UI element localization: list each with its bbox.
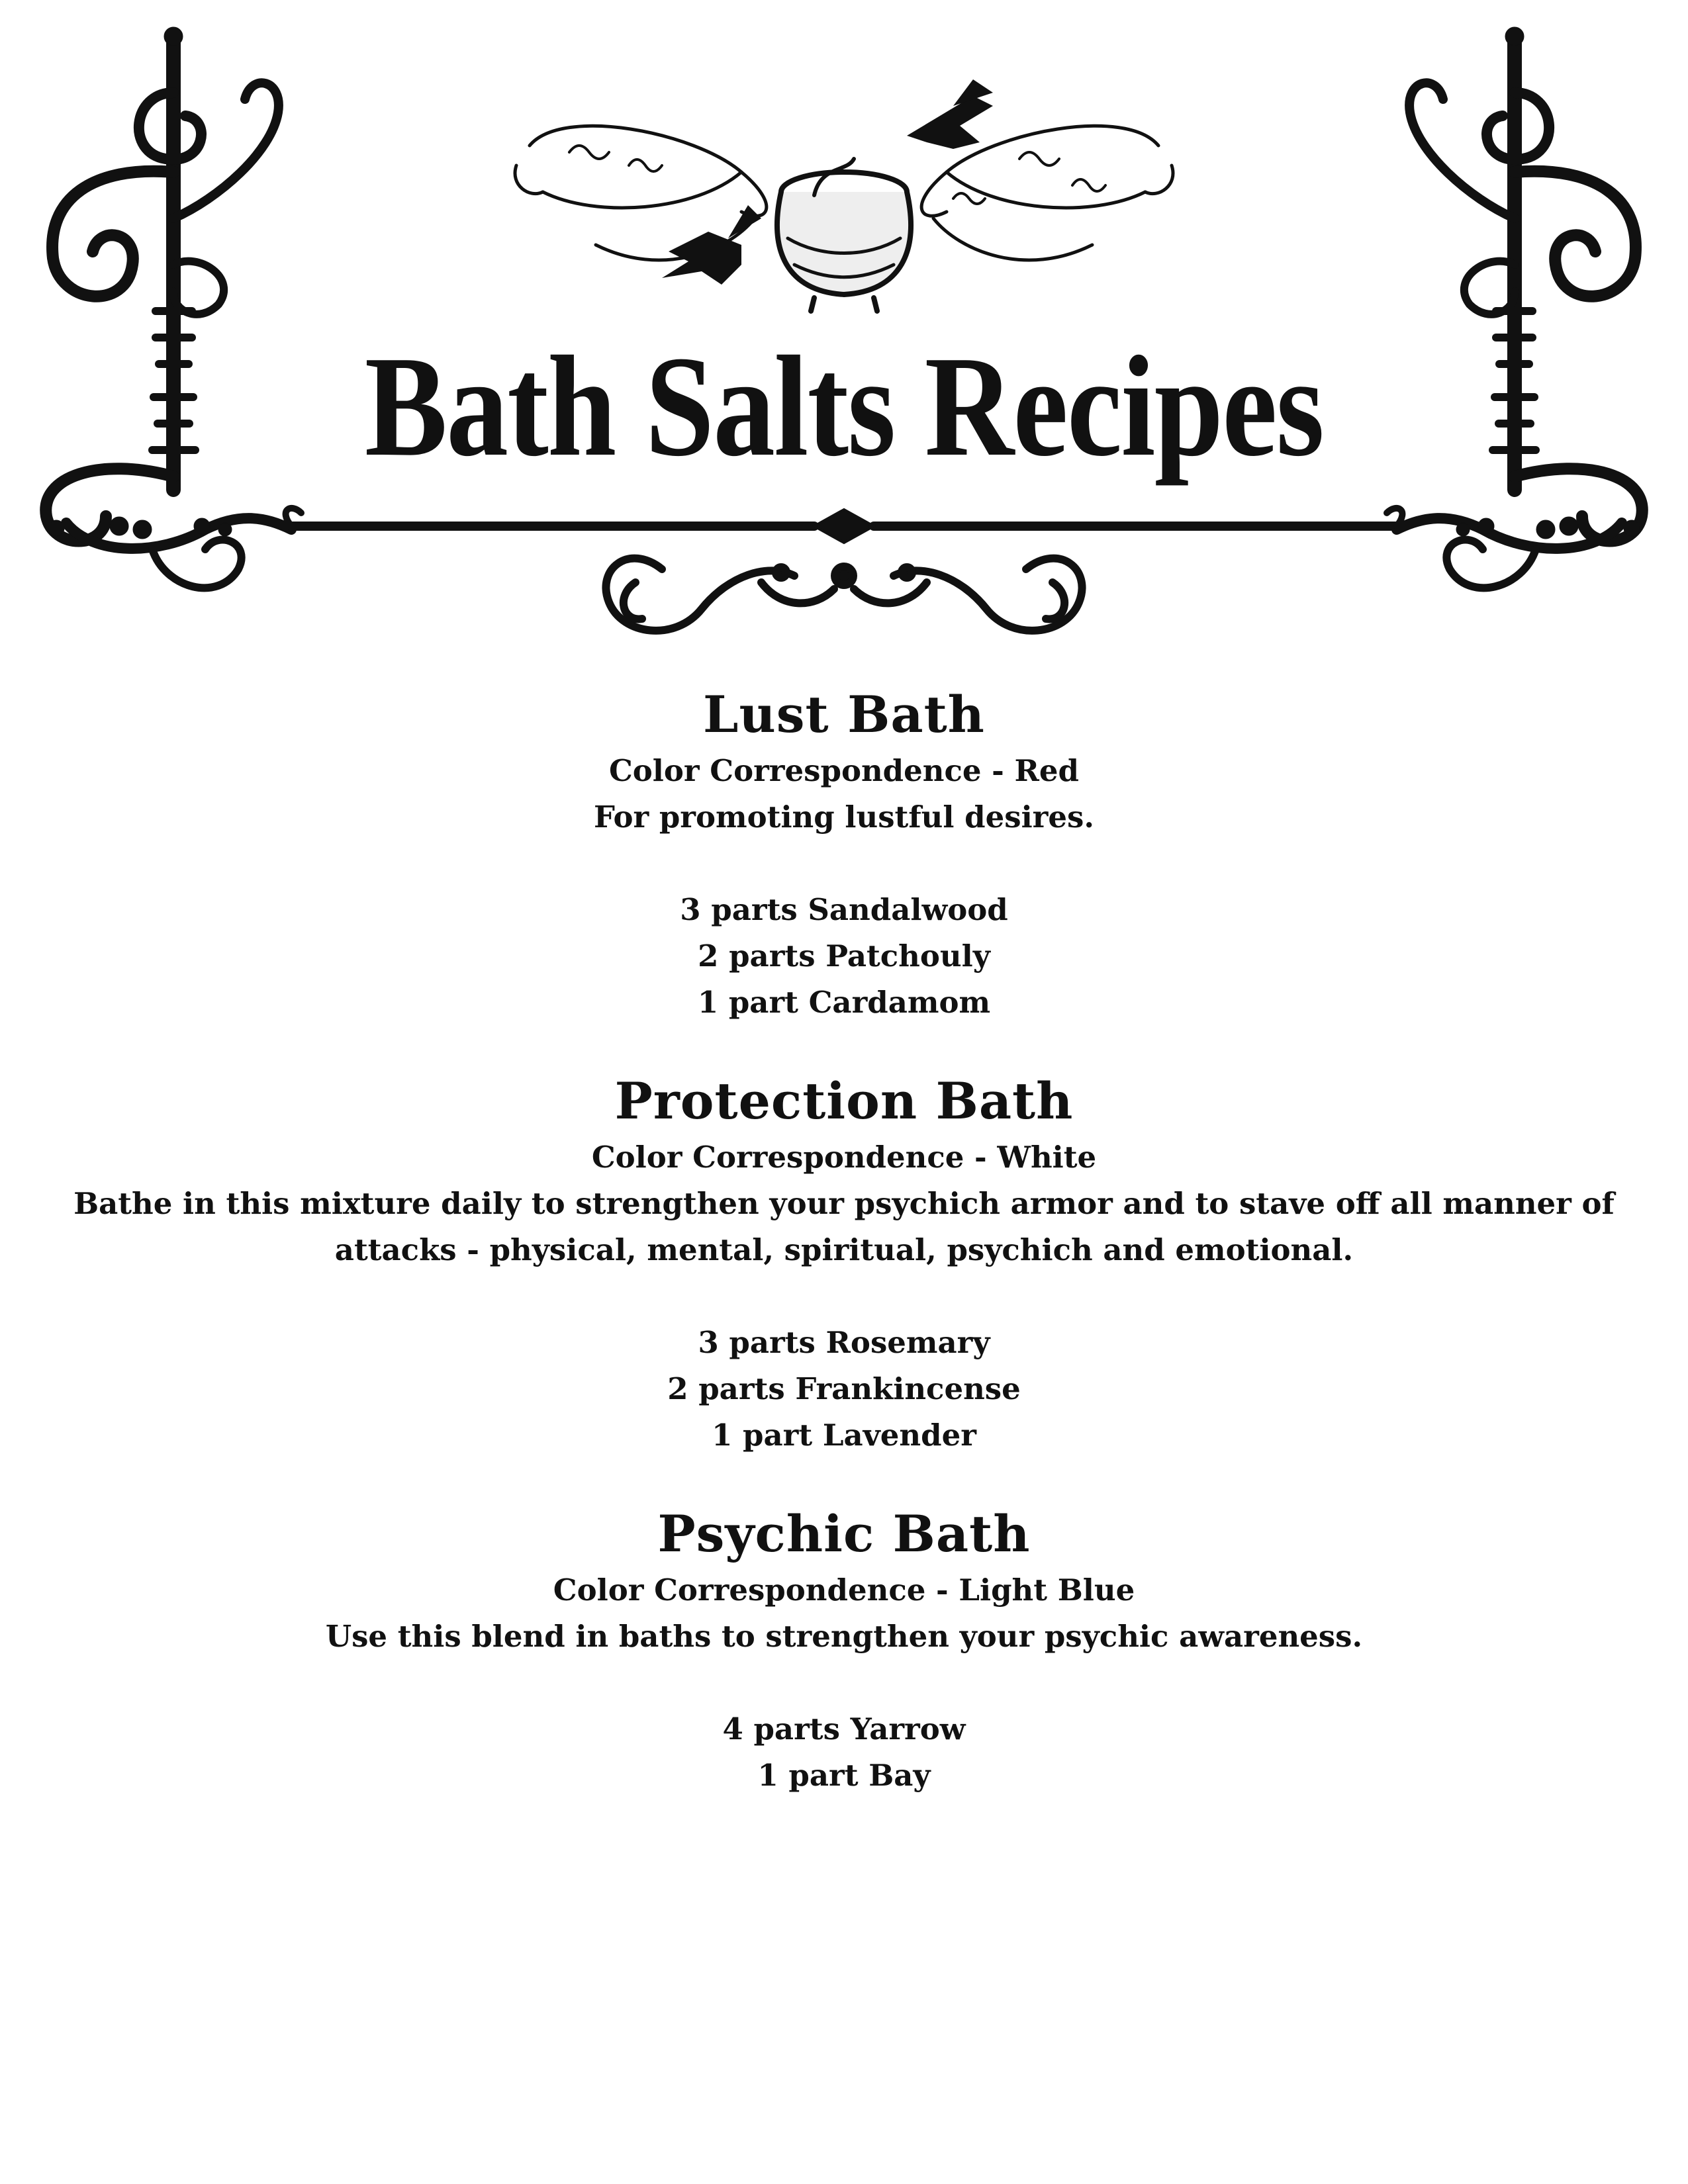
right-flourish-icon	[1397, 27, 1642, 588]
recipe-color: Color Correspondence - White	[591, 1140, 1097, 1175]
ingredient-item: 2 parts Patchouly	[698, 938, 990, 974]
left-flourish-icon	[46, 27, 291, 588]
ingredient-item: 2 parts Frankincense	[667, 1371, 1021, 1406]
page-title: Bath Salts Recipes	[364, 327, 1324, 486]
ingredient-item: 1 part Bay	[757, 1758, 931, 1793]
ingredient-item: 1 part Cardamom	[697, 985, 991, 1020]
recipe-description: Bathe in this mixture daily to strengthen your psychich armor and to stave off all manner of attacks - physical, mental, spiritual, psychich and emotional.	[73, 1186, 1615, 1267]
recipe-description: Use this blend in baths to strengthen your psychic awareness.	[325, 1619, 1363, 1654]
recipe-name: Psychic Bath	[657, 1504, 1031, 1563]
ingredient-item: 4 parts Yarrow	[722, 1711, 966, 1747]
recipe-name: Lust Bath	[703, 685, 985, 744]
title-rule-icon	[286, 508, 1403, 543]
recipe-psychic-bath	[0, 1501, 1688, 1799]
recipe-protection-bath	[0, 1068, 1688, 1459]
recipe-color: Color Correspondence - Light Blue	[553, 1572, 1135, 1608]
recipe-description: For promoting lustful desires.	[593, 799, 1095, 835]
ingredient-item: 3 parts Sandalwood	[680, 892, 1008, 927]
recipe-lust-bath	[0, 682, 1688, 1026]
recipe-color: Color Correspondence - Red	[608, 753, 1080, 788]
ingredient-item: 3 parts Rosemary	[698, 1325, 990, 1360]
recipes-list	[0, 682, 1688, 1799]
bottom-swirl-icon	[606, 559, 1082, 631]
ingredient-item: 1 part Lavender	[712, 1418, 976, 1453]
recipe-name: Protection Bath	[614, 1071, 1074, 1130]
cauldron-icon	[777, 159, 911, 311]
